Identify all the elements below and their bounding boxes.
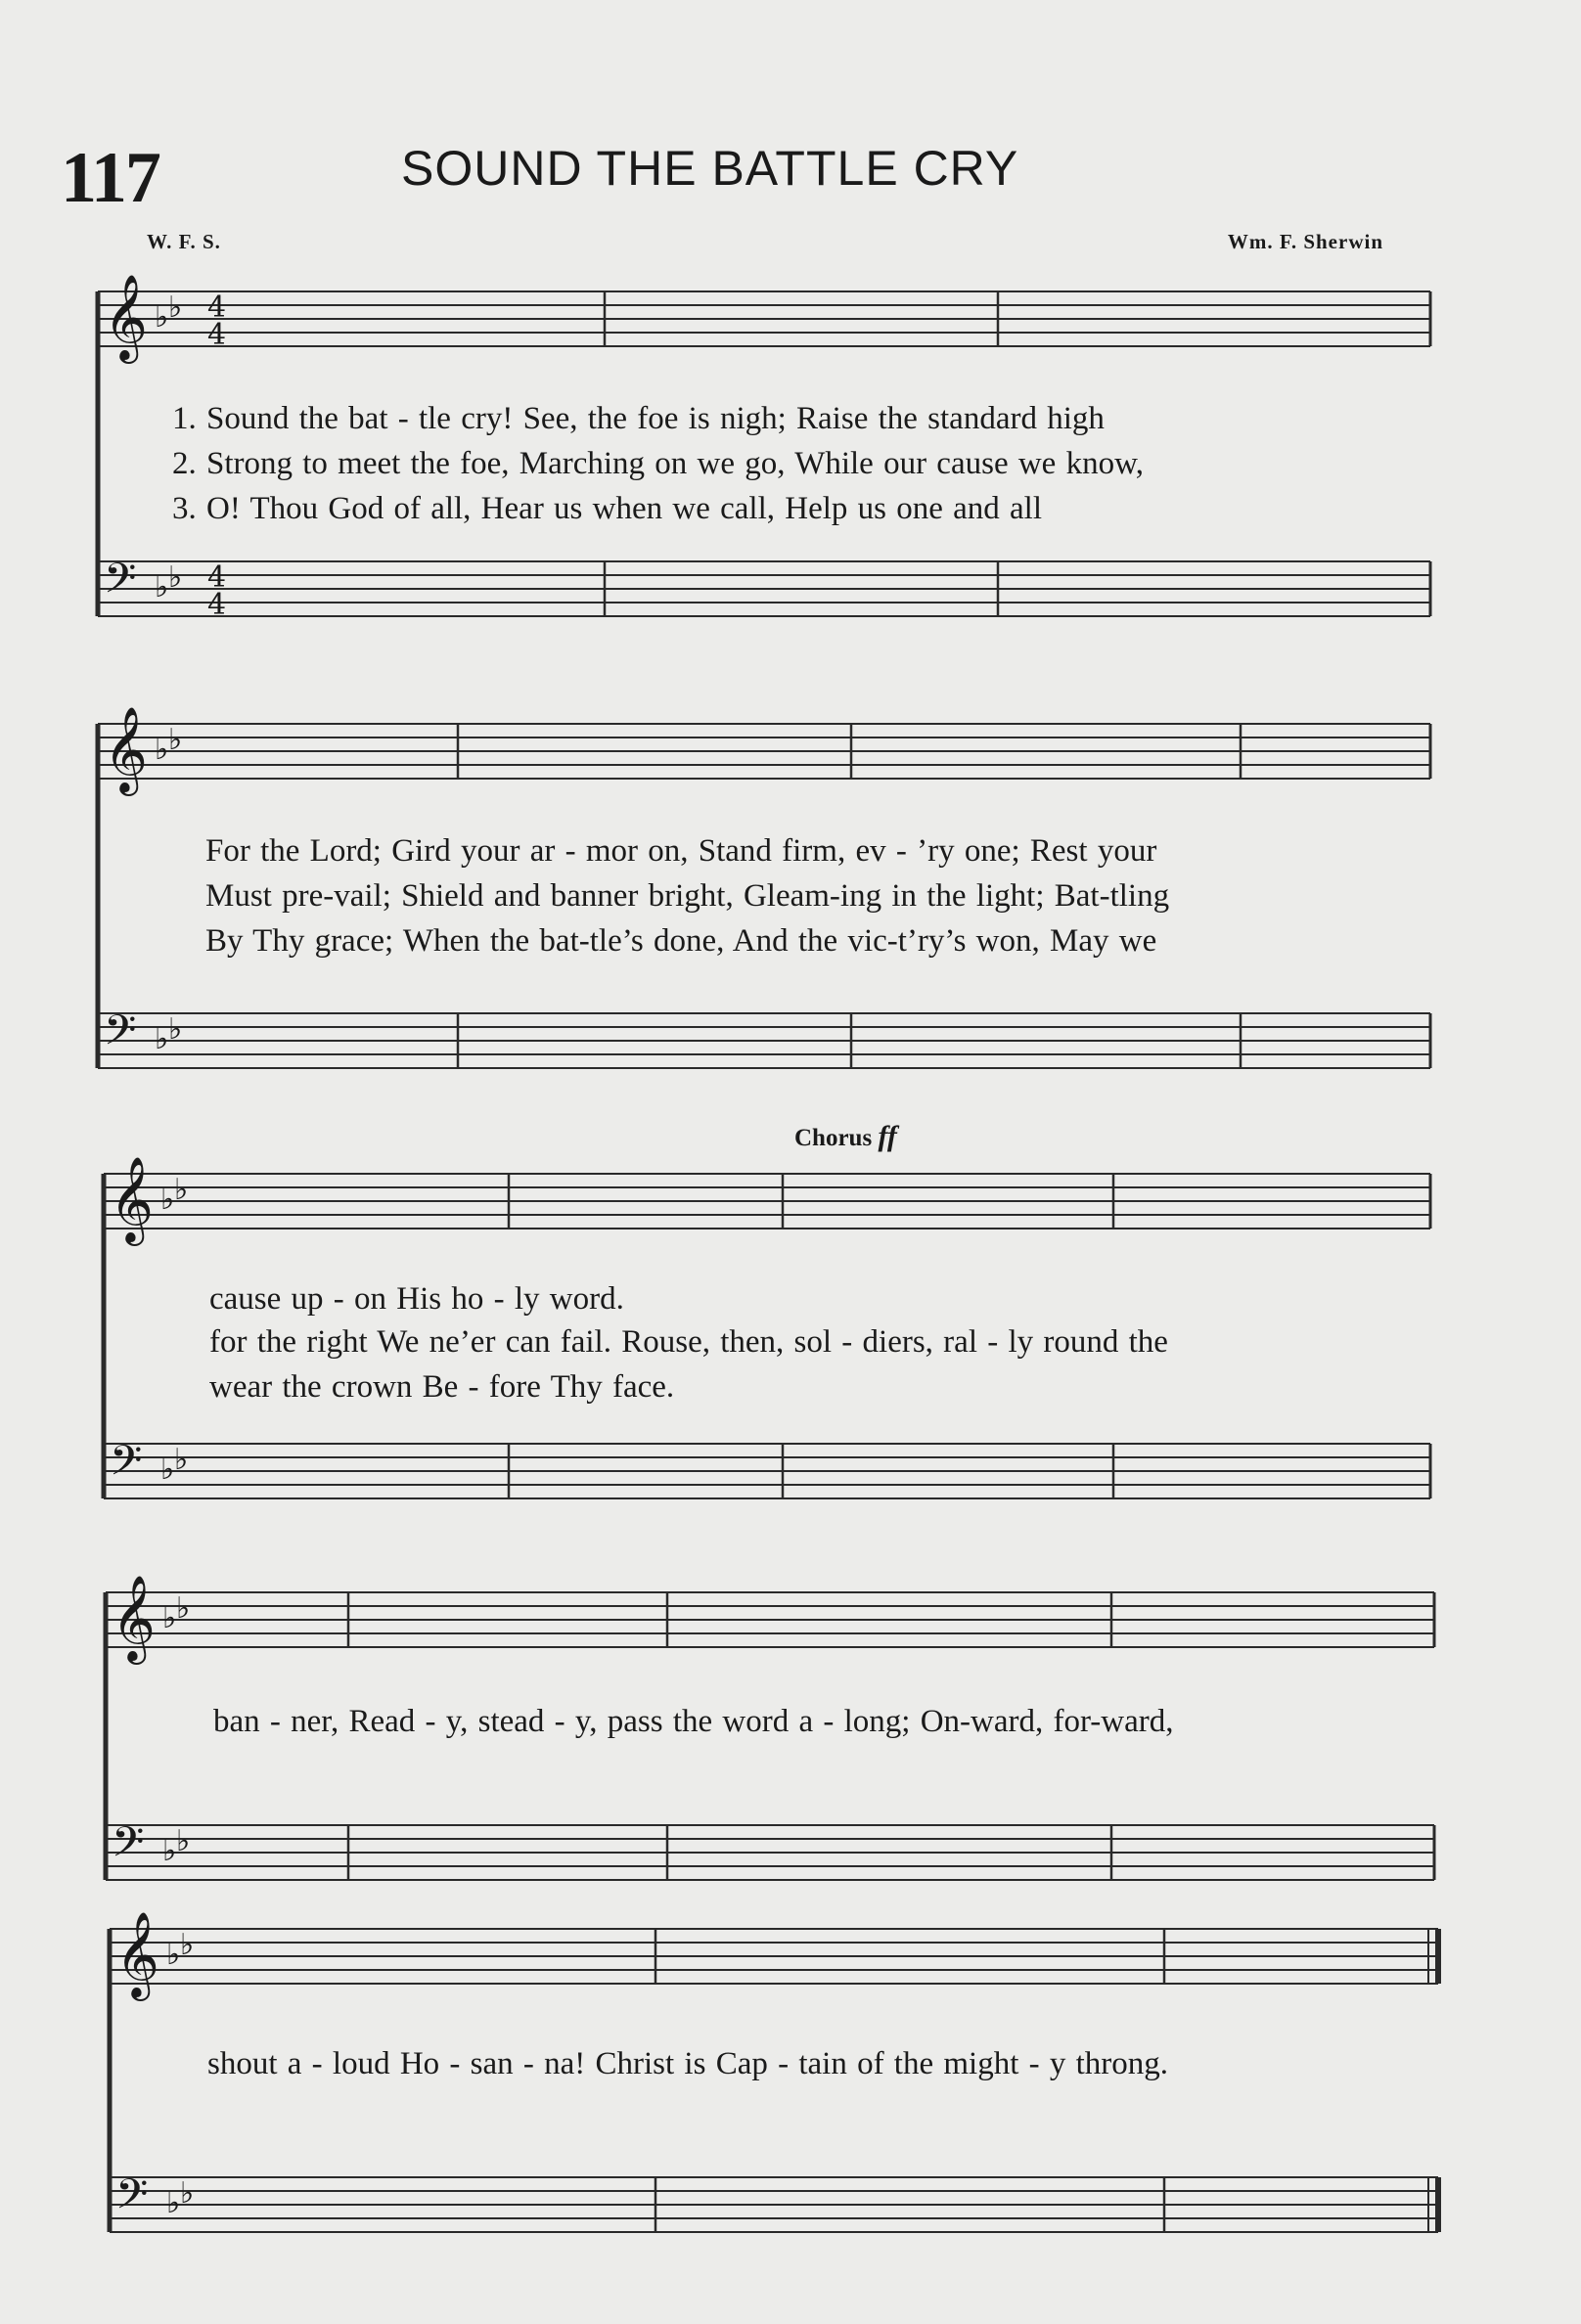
flat-sign-icon: ♭ <box>155 1022 169 1056</box>
bass-clef-icon: 𝄢 <box>115 2170 149 2229</box>
lyric-line: ban - ner, Read - y, stead - y, pass the word a - long; On-ward, for-ward, <box>213 1704 1174 1739</box>
lyric-line: 1. Sound the bat - tle cry! See, the foe is nigh; Raise the standard high <box>172 401 1105 436</box>
time-signature: 4 <box>207 588 227 622</box>
flat-sign-icon: ♭ <box>174 1443 189 1477</box>
chorus-label: Chorus <box>794 1125 873 1151</box>
chorus-marking <box>794 1120 897 1153</box>
flat-sign-icon: ♭ <box>155 570 169 604</box>
flat-sign-icon: ♭ <box>155 300 169 335</box>
time-signature: 4 <box>207 318 227 352</box>
bass-clef-icon: 𝄢 <box>112 1818 145 1877</box>
dynamic-marking: ff <box>878 1120 897 1152</box>
lyric-line: For the Lord; Gird your ar - mor on, Stand firm, ev - ’ry one; Rest your <box>205 833 1157 869</box>
flat-sign-icon: ♭ <box>160 1452 175 1487</box>
hymn-title: SOUND THE BATTLE CRY <box>401 141 1019 196</box>
flat-sign-icon: ♭ <box>168 1012 183 1047</box>
bass-clef-icon: 𝄢 <box>104 555 137 613</box>
treble-clef-icon: 𝄞 <box>104 273 148 360</box>
flat-sign-icon: ♭ <box>168 723 183 757</box>
lyric-line: 3. O! Thou God of all, Hear us when we call, Help us one and all <box>172 491 1042 526</box>
treble-clef-icon: 𝄞 <box>104 705 148 792</box>
flat-sign-icon: ♭ <box>168 560 183 595</box>
bass-clef-icon: 𝄢 <box>104 1006 137 1065</box>
lyric-line: for the right We ne’er can fail. Rouse, then, sol - diers, ral - ly round the <box>209 1324 1168 1360</box>
hymn-number: 117 <box>61 138 159 218</box>
flat-sign-icon: ♭ <box>168 290 183 325</box>
lyric-line: Must pre-vail; Shield and banner bright, Gleam-ing in the light; Bat-tling <box>205 878 1170 914</box>
flat-sign-icon: ♭ <box>162 1834 177 1868</box>
bass-clef-icon: 𝄢 <box>110 1437 143 1496</box>
treble-clef-icon: 𝄞 <box>115 1910 159 1997</box>
time-signature: 4 <box>207 290 227 325</box>
lyric-line: shout a - loud Ho - san - na! Christ is Cap - tain of the might - y throng. <box>207 2046 1169 2081</box>
flat-sign-icon: ♭ <box>180 2176 195 2211</box>
flat-sign-icon: ♭ <box>155 733 169 767</box>
flat-sign-icon: ♭ <box>162 1601 177 1635</box>
treble-clef-icon: 𝄞 <box>112 1574 156 1661</box>
lyric-line: By Thy grace; When the bat-tle’s done, And the vic-t’ry’s won, May we <box>205 923 1157 959</box>
words-credit: W. F. S. <box>147 230 221 253</box>
flat-sign-icon: ♭ <box>166 2186 181 2220</box>
flat-sign-icon: ♭ <box>160 1183 175 1217</box>
flat-sign-icon: ♭ <box>166 1938 181 1972</box>
time-signature: 4 <box>207 560 227 595</box>
flat-sign-icon: ♭ <box>176 1591 191 1626</box>
lyric-line: cause up - on His ho - ly word. <box>209 1281 624 1317</box>
lyric-line: 2. Strong to meet the foe, Marching on we go, While our cause we know, <box>172 446 1145 481</box>
lyric-line: wear the crown Be - fore Thy face. <box>209 1369 675 1405</box>
music-credit: Wm. F. Sherwin <box>1227 230 1383 253</box>
flat-sign-icon: ♭ <box>180 1928 195 1962</box>
flat-sign-icon: ♭ <box>176 1824 191 1858</box>
flat-sign-icon: ♭ <box>174 1173 189 1207</box>
treble-clef-icon: 𝄞 <box>110 1155 154 1242</box>
